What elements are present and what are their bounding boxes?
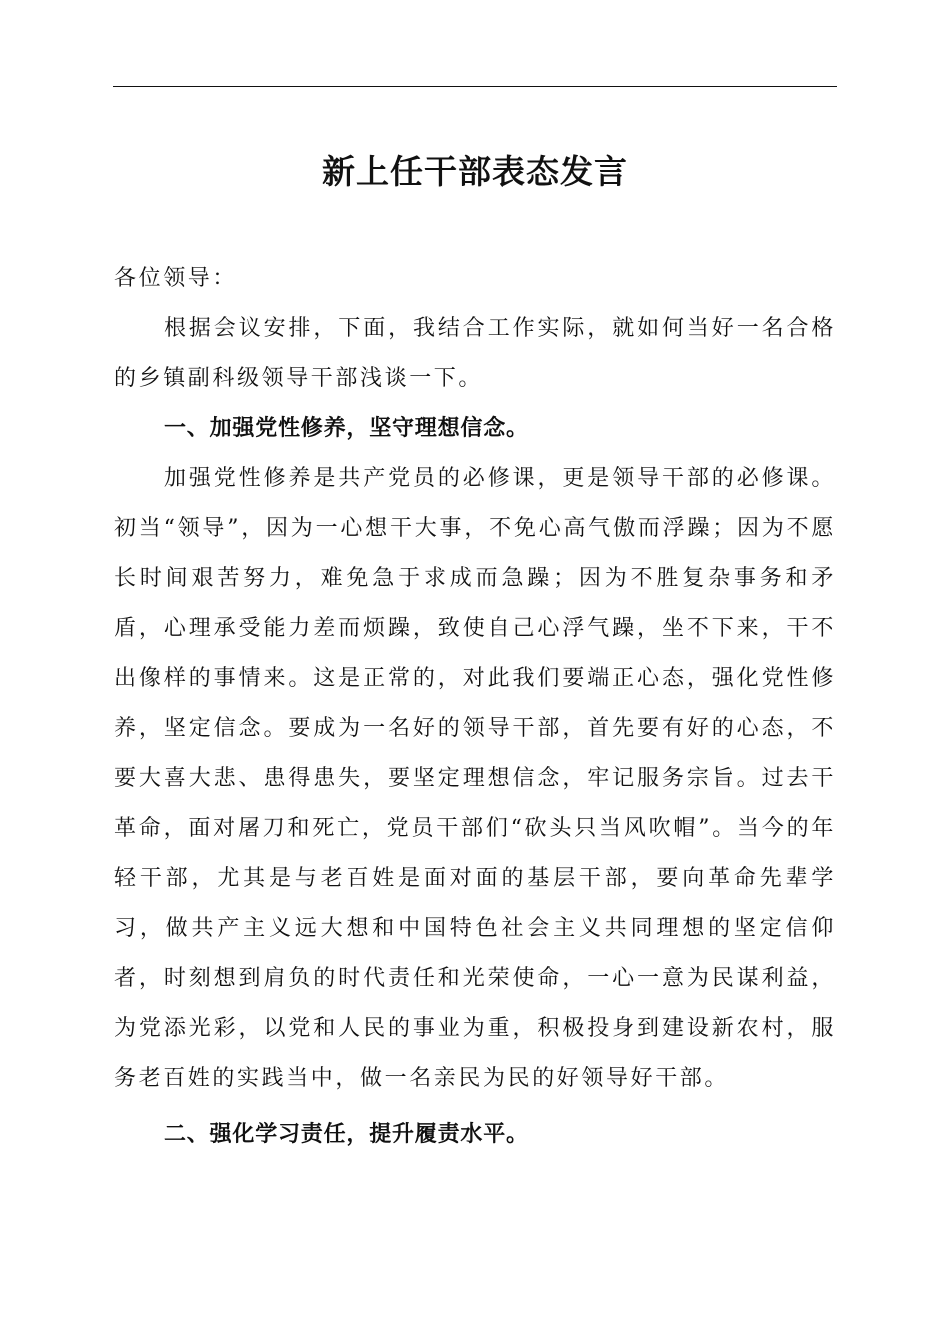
section-1-heading: 一、加强党性修养，坚守理想信念。 (164, 416, 529, 441)
document-title: 新上任干部表态发言 (322, 152, 628, 191)
intro-paragraph: 根据会议安排，下面，我结合工作实际，就如何当好一名合格的乡镇副科级领导干部浅谈一下。 (114, 316, 836, 391)
header-rule (113, 86, 837, 87)
salutation: 各位领导： (114, 266, 238, 291)
document-body (114, 254, 836, 1160)
section-1-paragraph: 加强党性修养是共产党员的必修课，更是领导干部的必修课。初当“领导”，因为一心想干大事，不免心高气傲而浮躁；因为不愿长时间艰苦努力，难免急于求成而急躁；因为不胜复杂事务和矛盾，心理承受能力差而烦躁，致使自己心浮气躁，坐不下来，干不出像样的事情来。这是正常的，对此我们要端正心态，强化党性修养，坚定信念。要成为一名好的领导干部，首先要有好的心态，不要大喜大悲、患得患失，要坚定理想信念，牢记服务宗旨。过去干革命，面对屠刀和死亡，党员干部们“砍头只当风吹帽”。当今的年轻干部，尤其是与老百姓是面对面的基层干部，要向革命先辈学习，做共产主义远大想和中国特色社会主义共同理想的坚定信仰者，时刻想到肩负的时代责任和光荣使命，一心一意为民谋利益，为党添光彩，以党和人民的事业为重，积极投身到建设新农村，服务老百姓的实践当中，做一名亲民为民的好领导好干部。 (114, 466, 836, 1091)
section-2-heading: 二、强化学习责任，提升履责水平。 (164, 1122, 529, 1147)
